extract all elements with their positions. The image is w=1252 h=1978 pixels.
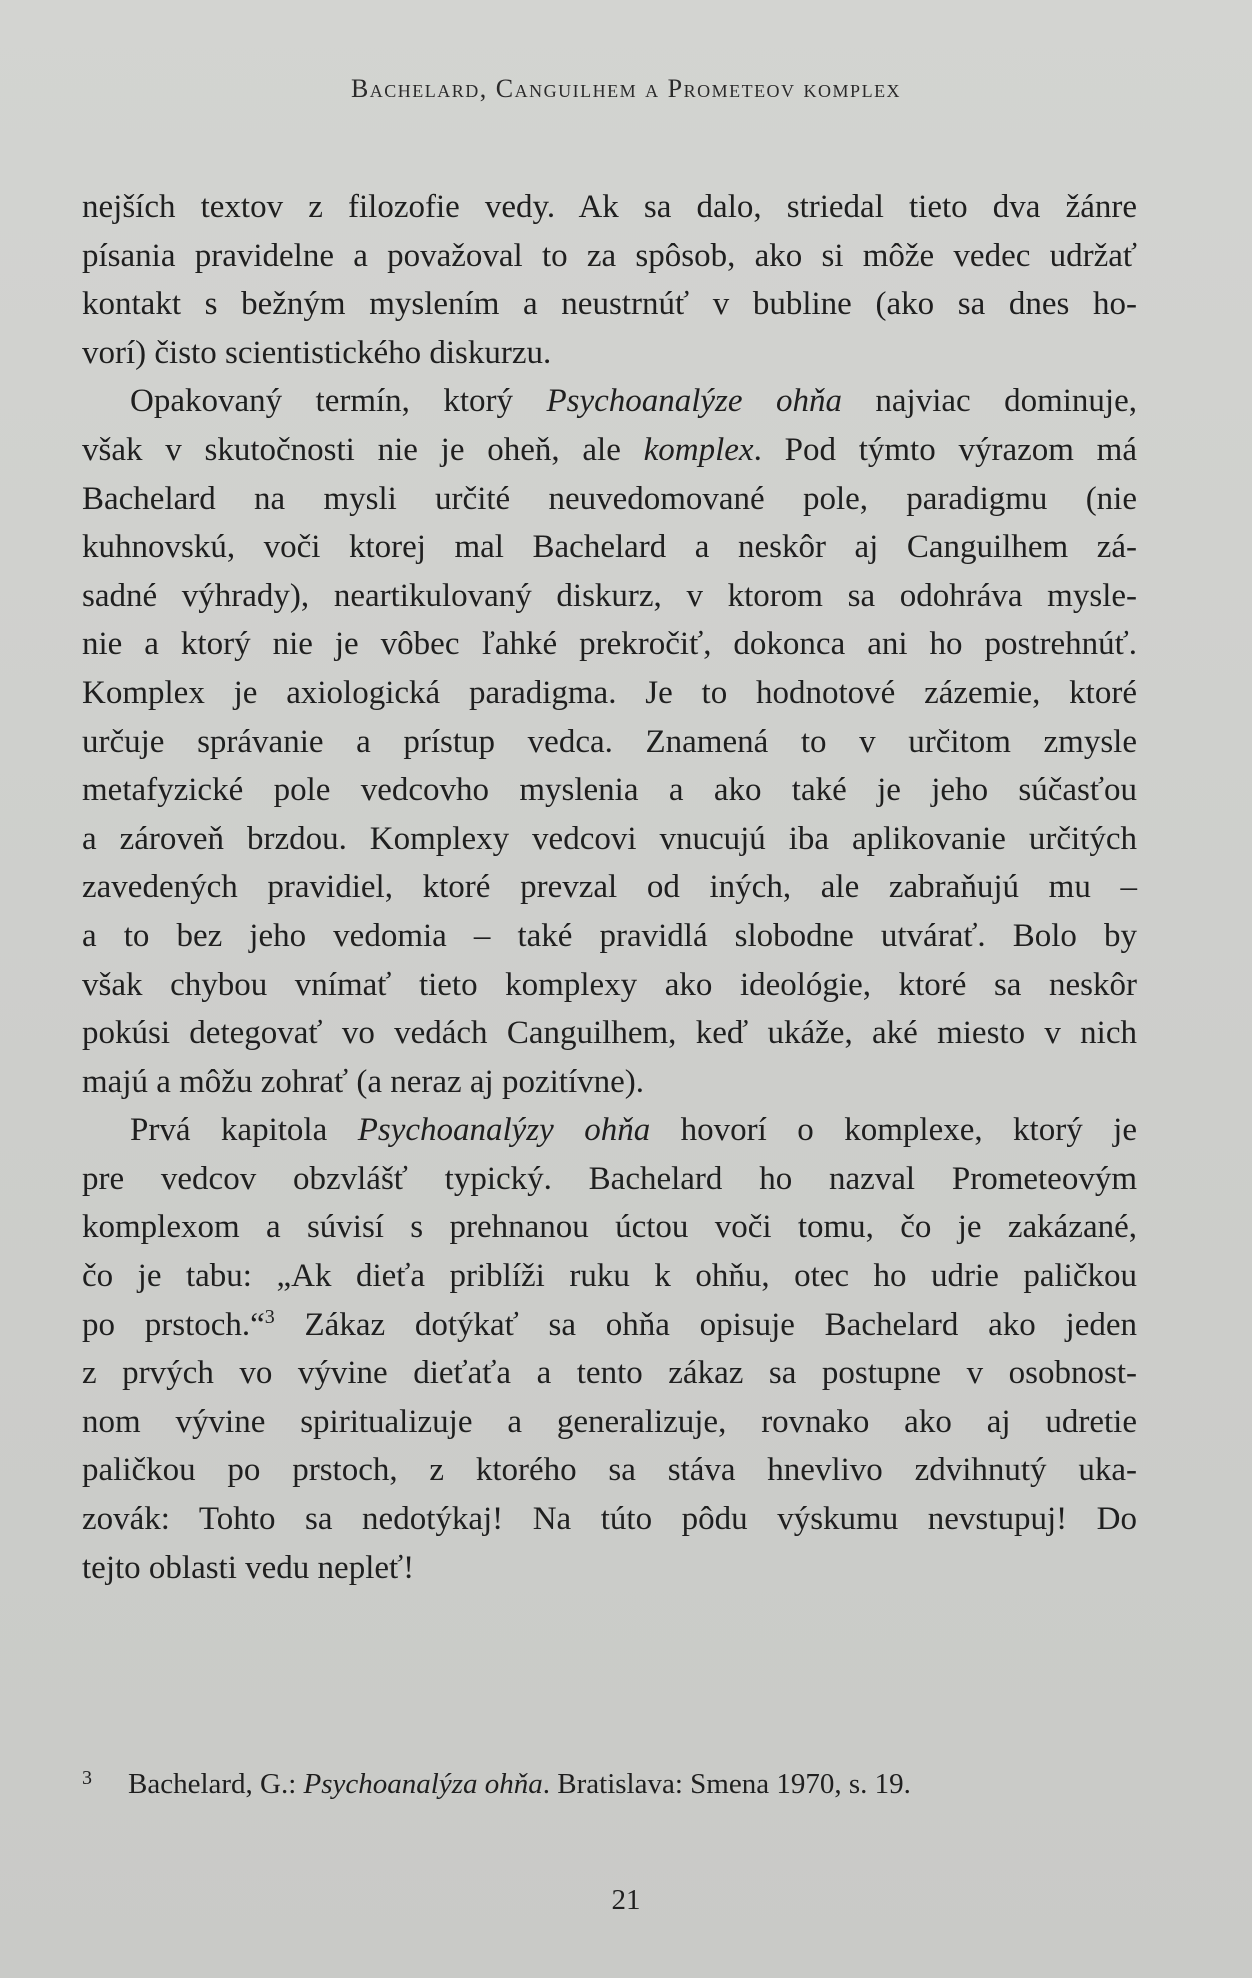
text-line: písania pravidelne a považoval to za spôsob, ako si môže vedec udržať xyxy=(82,237,1137,274)
paragraph xyxy=(82,377,1137,1106)
text-line: metafyzické pole vedcovho myslenia a ako také je jeho súčasťou xyxy=(82,772,1137,809)
text-line: zavedených pravidiel, ktoré prevzal od iných, ale zabraňujú mu – xyxy=(82,869,1137,906)
text-line: pre vedcov obzvlášť typický. Bachelard ho nazval Prometeovým xyxy=(82,1160,1137,1197)
text-line: Komplex je axiologická paradigma. Je to hodnotové zázemie, ktoré xyxy=(82,674,1137,711)
footnote-title: Psychoanalýza ohňa xyxy=(303,1768,543,1800)
text-line: sadné výhrady), neartikulovaný diskurz, v ktorom sa odohráva mysle- xyxy=(82,577,1137,614)
paragraph xyxy=(82,183,1137,377)
page-number: 21 xyxy=(611,1884,641,1916)
text-line: Opakovaný termín, ktorý Psychoanalýze ohňa najviac dominuje, xyxy=(130,383,1137,420)
text-line: kontakt s bežným myslením a neustrnúť v bubline (ako sa dnes ho- xyxy=(82,286,1137,323)
footnote-rest: . Bratislava: Smena 1970, s. 19. xyxy=(542,1768,911,1800)
text-line: tejto oblasti vedu nepleť! xyxy=(82,1549,415,1586)
text-line: čo je tabu: „Ak dieťa priblíži ruku k ohňu, otec ho udrie paličkou xyxy=(82,1258,1137,1295)
text-line: paličkou po prstoch, z ktorého sa stáva hnevlivo zdvihnutý uka- xyxy=(82,1452,1137,1489)
text-line: však v skutočnosti nie je oheň, ale komplex. Pod týmto výrazom má xyxy=(82,431,1137,468)
text-line: Bachelard na mysli určité neuvedomované pole, paradigmu (nie xyxy=(82,480,1137,517)
text-line: Prvá kapitola Psychoanalýzy ohňa hovorí o komplexe, ktorý je xyxy=(130,1112,1137,1149)
text-line: však chybou vnímať tieto komplexy ako ideológie, ktoré sa neskôr xyxy=(82,966,1137,1003)
text-line: nejších textov z filozofie vedy. Ak sa dalo, striedal tieto dva žánre xyxy=(82,189,1137,225)
text-line: kuhnovskú, voči ktorej mal Bachelard a neskôr aj Canguilhem zá- xyxy=(82,529,1137,566)
text-line: nom vývine spiritualizuje a generalizuje, rovnako ako aj udretie xyxy=(82,1403,1137,1440)
text-line: pokúsi detegovať vo vedách Canguilhem, keď ukáže, aké miesto v nich xyxy=(82,1015,1137,1052)
paragraph xyxy=(82,1106,1137,1592)
running-header: Bachelard, Canguilhem a Prometeov komplex xyxy=(350,74,902,103)
text-line: zovák: Tohto sa nedotýkaj! Na túto pôdu výskumu nevstupuj! Do xyxy=(82,1501,1137,1538)
footnote-number: 3 xyxy=(82,1767,92,1789)
text-line: po prstoch.“$^3$ Zákaz dotýkať sa ohňa opisuje Bachelard ako jeden xyxy=(82,1305,1137,1343)
text-line: a zároveň brzdou. Komplexy vedcovi vnucujú iba aplikovanie určitých xyxy=(82,820,1137,857)
footnote-author: Bachelard, G.: xyxy=(128,1768,304,1800)
body-text xyxy=(82,183,1137,1592)
text-line: vorí) čisto scientistického diskurzu. xyxy=(82,334,552,371)
text-line: a to bez jeho vedomia – také pravidlá slobodne utvárať. Bolo by xyxy=(82,917,1137,954)
text-line: komplexom a súvisí s prehnanou úctou voči tomu, čo je zakázané, xyxy=(82,1209,1137,1246)
text-line: určuje správanie a prístup vedca. Znamená to v určitom zmysle xyxy=(82,723,1137,760)
text-line: nie a ktorý nie je vôbec ľahké prekročiť, dokonca ani ho postrehnúť. xyxy=(82,626,1137,663)
text-line: majú a môžu zohrať (a neraz aj pozitívne). xyxy=(82,1063,644,1100)
text-line: z prvých vo vývine dieťaťa a tento zákaz sa postupne v osobnost- xyxy=(82,1355,1137,1392)
footnote xyxy=(82,1758,1137,1804)
